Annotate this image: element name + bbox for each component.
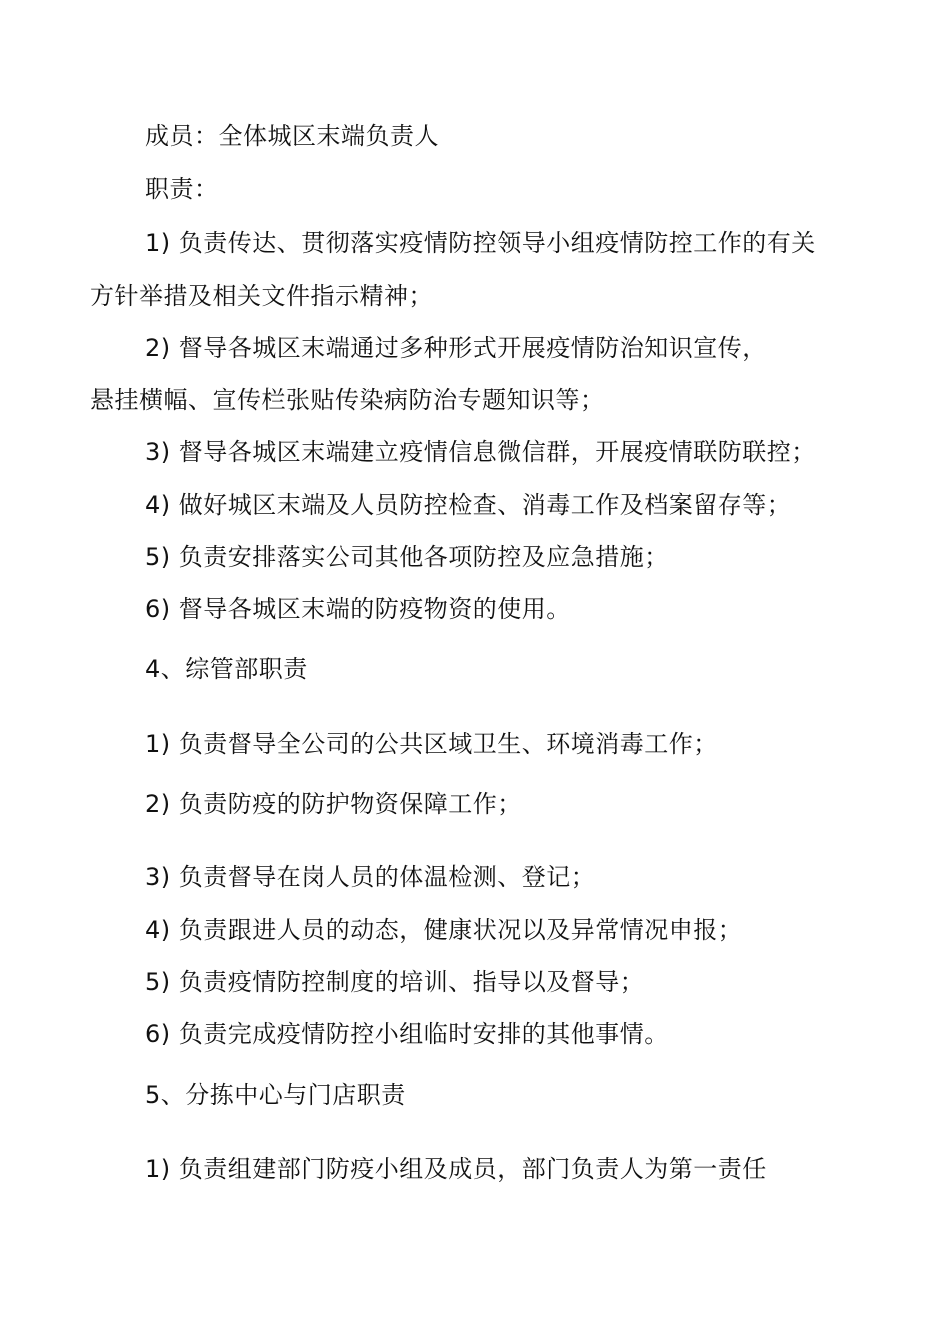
admin-duty-item-2: 2) 负责防疫的防护物资保障工作； — [145, 790, 522, 818]
admin-duty-item-4: 4) 负责跟进人员的动态，健康状况以及异常情况申报； — [145, 916, 743, 944]
duty-item-4: 4) 做好城区末端及人员防控检查、消毒工作及档案留存等； — [145, 491, 792, 519]
duty-item-1: 1) 负责传达、贯彻落实疫情防控领导小组疫情防控工作的有关 — [145, 229, 816, 257]
duty-item-6: 6) 督导各城区末端的防疫物资的使用。 — [145, 595, 571, 623]
admin-duty-item-1: 1) 负责督导全公司的公共区域卫生、环境消毒工作； — [145, 730, 718, 758]
duty-item-1-continued: 方针举措及相关文件指示精神； — [90, 282, 433, 310]
section-heading-admin-dept: 4、综管部职责 — [145, 655, 308, 683]
duty-item-2: 2) 督导各城区末端通过多种形式开展疫情防治知识宣传， — [145, 334, 767, 362]
duty-item-2-continued: 悬挂横幅、宣传栏张贴传染病防治专题知识等； — [90, 386, 605, 414]
duties-heading: 职责： — [145, 175, 219, 203]
sorting-duty-item-1: 1) 负责组建部门防疫小组及成员，部门负责人为第一责任 — [145, 1155, 767, 1183]
duty-item-3: 3) 督导各城区末端建立疫情信息微信群，开展疫情联防联控； — [145, 438, 816, 466]
section-heading-sorting-center: 5、分拣中心与门店职责 — [145, 1081, 406, 1109]
admin-duty-item-5: 5) 负责疫情防控制度的培训、指导以及督导； — [145, 968, 645, 996]
admin-duty-item-6: 6) 负责完成疫情防控小组临时安排的其他事情。 — [145, 1020, 669, 1048]
admin-duty-item-3: 3) 负责督导在岗人员的体温检测、登记； — [145, 863, 596, 891]
members-line: 成员：全体城区末端负责人 — [145, 122, 439, 150]
duty-item-5: 5) 负责安排落实公司其他各项防控及应急措施； — [145, 543, 669, 571]
